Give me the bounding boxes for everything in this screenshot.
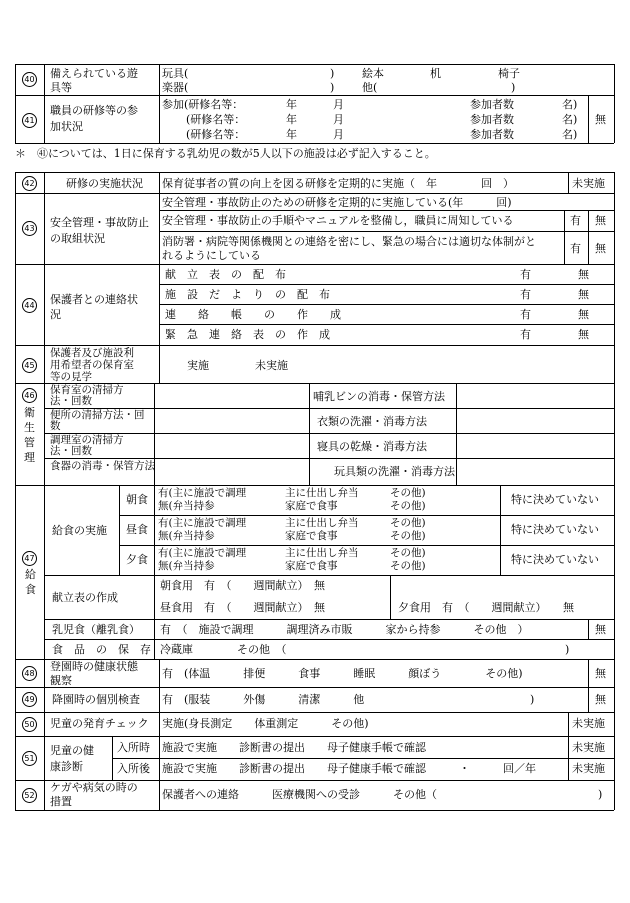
- row-text: れるようにしている: [162, 249, 261, 262]
- no-option[interactable]: 無: [578, 268, 589, 281]
- no-option[interactable]: 無: [578, 288, 589, 301]
- menu-dinner: 夕食用 有 （ 週間献立） 無: [398, 601, 574, 614]
- contact-item: 献 立 表 の 配 布: [165, 268, 286, 281]
- yes-option[interactable]: 有: [520, 328, 531, 341]
- growth-check-options: 実施(身長測定 体重測定 その他): [162, 717, 369, 730]
- row-text: 消防署・病院等関係機関との連絡を密にし、緊急の場合には適切な体制がと: [162, 235, 536, 248]
- hygiene-item: 哺乳ビンの消毒・保管方法: [313, 390, 445, 403]
- chair-label: 椅子: [498, 67, 520, 80]
- no-option[interactable]: 無: [595, 214, 606, 227]
- instrument-field-label: 楽器(: [162, 81, 189, 94]
- year-label: 年: [286, 113, 297, 126]
- meal-option[interactable]: その他): [390, 547, 426, 559]
- meal-option[interactable]: その他): [390, 530, 426, 542]
- row-label: 況: [50, 308, 61, 321]
- row-label: 乳児食（離乳食）: [52, 623, 140, 636]
- paren: ): [530, 693, 535, 706]
- row-label: 献立表の作成: [52, 591, 118, 604]
- yes-option[interactable]: 有: [520, 268, 531, 281]
- meal-option[interactable]: その他): [390, 560, 426, 572]
- row-label: 備えられている遊: [50, 67, 138, 80]
- month-label: 月: [333, 113, 344, 126]
- row-label: 児童の健: [50, 744, 94, 757]
- training-line: 参加(研修名等：: [162, 98, 244, 111]
- food-storage-options: 冷蔵庫 その他 （: [160, 643, 287, 656]
- sub-label: 入所時: [117, 741, 150, 754]
- paren: ): [330, 81, 335, 94]
- group-label: 管: [24, 436, 35, 449]
- group-label: 理: [24, 451, 35, 464]
- item-number-50: 50: [22, 717, 37, 732]
- meal-option[interactable]: 無(弁当持参: [158, 500, 215, 512]
- row-label: 食 品 の 保 存: [52, 643, 151, 656]
- meal-option[interactable]: 有(主に施設で調理: [158, 547, 247, 559]
- paren: ): [330, 67, 335, 80]
- yes-option[interactable]: 有: [520, 288, 531, 301]
- injury-measure-options: 保護者への連絡 医療機関への受診 その他（: [162, 788, 437, 801]
- yes-option[interactable]: 有: [570, 242, 581, 255]
- none-option[interactable]: 無: [595, 623, 606, 636]
- row-label: 用希望者の保育室: [50, 359, 134, 371]
- training-line: (研修名等：: [186, 113, 246, 126]
- book-label: 絵本: [362, 67, 384, 80]
- not-decided-option[interactable]: 特に決めていない: [511, 553, 599, 566]
- meal-option[interactable]: その他): [390, 517, 426, 529]
- item-number-45: 45: [22, 358, 37, 373]
- not-decided-option[interactable]: 特に決めていない: [511, 493, 599, 506]
- item-number-52: 52: [22, 788, 37, 803]
- group-label: 食: [25, 583, 36, 596]
- group-label: 給: [25, 568, 36, 581]
- meal-option[interactable]: 無(弁当持参: [158, 530, 215, 542]
- paren: ): [511, 81, 516, 94]
- hygiene-item: 寝具の乾燥・消毒方法: [317, 440, 427, 453]
- participants-label: 参加者数: [470, 128, 514, 141]
- row-label: 食器の消毒・保管方法: [50, 460, 155, 472]
- meal-option[interactable]: その他): [390, 487, 426, 499]
- month-label: 月: [333, 128, 344, 141]
- meal-name: 昼食: [126, 523, 148, 536]
- meal-option[interactable]: 家庭で食事: [285, 530, 338, 542]
- item-number-47: 47: [22, 551, 37, 566]
- row-label: 保護者及び施設利: [50, 347, 134, 359]
- not-implemented-option[interactable]: 未実施: [572, 741, 605, 754]
- no-option[interactable]: 無: [578, 308, 589, 321]
- item-number-51: 51: [22, 751, 37, 766]
- meal-option[interactable]: その他): [390, 500, 426, 512]
- meal-name: 朝食: [126, 493, 148, 506]
- row-label: 降園時の個別検査: [52, 693, 140, 706]
- row-label: 数: [50, 420, 61, 432]
- row-label: 児童の発育チェック: [50, 717, 149, 730]
- participants-label: 参加者数: [470, 98, 514, 111]
- not-implemented-option[interactable]: 未実施: [572, 717, 605, 730]
- row-label: 観察: [50, 674, 72, 687]
- row-label: 給食の実施: [52, 524, 107, 537]
- row-label: 保育室の清掃方: [50, 384, 124, 396]
- row-text: 安全管理・事故防止の手順やマニュアルを整備し，職員に周知している: [162, 214, 514, 227]
- participants-label: 参加者数: [470, 113, 514, 126]
- row-label: の取組状況: [50, 232, 105, 245]
- health-check-options: 有 (体温 排便 食事 睡眠 顔ぼう その他): [162, 667, 523, 680]
- row-label: ケガや病気の時の: [50, 781, 138, 794]
- none-option[interactable]: 無: [595, 693, 606, 706]
- baby-food-options: 有 （ 施設で調理 調理済み市販 家から持参 その他 ）: [160, 623, 529, 636]
- row-label: 安全管理・事故防止: [50, 216, 149, 229]
- meal-option[interactable]: 有(主に施設で調理: [158, 487, 247, 499]
- row-label: 登園時の健康状態: [50, 660, 138, 673]
- row-label: 康診断: [50, 760, 83, 773]
- meal-option[interactable]: 無(弁当持参: [158, 560, 215, 572]
- yes-option[interactable]: 有: [520, 308, 531, 321]
- row-label: 研修の実施状況: [66, 177, 143, 190]
- yes-option[interactable]: 有: [570, 214, 581, 227]
- contact-item: 緊 急 連 絡 表 の 作 成: [165, 328, 330, 341]
- checkup-options: 施設で実施 診断書の提出 母子健康手帳で確認 ・ 回／年: [162, 762, 536, 775]
- row-label: 保護者との連絡状: [50, 293, 138, 306]
- year-label: 年: [286, 128, 297, 141]
- paren: ): [598, 788, 603, 801]
- row-label: 等の見学: [50, 371, 92, 383]
- hygiene-item: 衣類の洗濯・消毒方法: [317, 415, 427, 428]
- other-field-label: 他(: [362, 81, 378, 94]
- none-option[interactable]: 無: [595, 113, 606, 126]
- row-label: 具等: [50, 81, 72, 94]
- desk-label: 机: [430, 67, 441, 80]
- contact-item: 連 絡 帳 の 作 成: [165, 308, 341, 321]
- meal-option[interactable]: 主に仕出し弁当: [285, 517, 359, 529]
- paren: ): [565, 643, 570, 656]
- meal-option[interactable]: 有(主に施設で調理: [158, 517, 247, 529]
- implemented-option[interactable]: 実施: [187, 359, 209, 372]
- not-implemented-option[interactable]: 未実施: [572, 177, 605, 190]
- row-label: 措置: [50, 795, 72, 808]
- pickup-check-options: 有 (服装 外傷 清潔 他: [162, 693, 365, 706]
- item-number-40: 40: [22, 72, 37, 87]
- row-label: 調理室の清掃方: [50, 434, 124, 446]
- meal-option[interactable]: 主に仕出し弁当: [285, 547, 359, 559]
- item-number-42: 42: [22, 176, 37, 191]
- meal-option[interactable]: 家庭で食事: [285, 500, 338, 512]
- year-label: 年: [286, 98, 297, 111]
- no-option[interactable]: 無: [595, 242, 606, 255]
- item-number-49: 49: [22, 692, 37, 707]
- group-label: 衛: [24, 406, 35, 419]
- hygiene-item: 玩具類の洗濯・消毒方法: [334, 465, 455, 478]
- no-option[interactable]: 無: [578, 328, 589, 341]
- row-label: 加状況: [50, 120, 83, 133]
- none-option[interactable]: 無: [595, 667, 606, 680]
- persons-label: 名): [562, 98, 578, 111]
- row-label: 法・回数: [50, 445, 92, 457]
- persons-label: 名): [562, 113, 578, 126]
- group-label: 生: [24, 421, 35, 434]
- contact-item: 施 設 だ よ り の 配 布: [165, 288, 330, 301]
- meal-option[interactable]: 主に仕出し弁当: [285, 487, 359, 499]
- item-number-43: 43: [22, 221, 37, 236]
- month-label: 月: [333, 98, 344, 111]
- training-line: (研修名等：: [186, 128, 246, 141]
- toy-field-label: 玩具(: [162, 67, 189, 80]
- sub-label: 入所後: [117, 762, 150, 775]
- menu-lunch: 昼食用 有 （ 週間献立） 無: [160, 601, 325, 614]
- item-number-46: 46: [22, 388, 37, 403]
- persons-label: 名): [562, 128, 578, 141]
- item-number-44: 44: [22, 298, 37, 313]
- row-text: 保育従事者の質の向上を図る研修を定期的に実施（ 年 回 ）: [162, 177, 514, 190]
- meal-name: 夕食: [126, 553, 148, 566]
- item-number-41: 41: [22, 113, 37, 128]
- row-label: 便所の清掃方法・回: [50, 409, 145, 421]
- row-text: 安全管理・事故防止のための研修を定期的に実施している(年 回): [162, 196, 512, 209]
- not-implemented-option[interactable]: 未実施: [572, 762, 605, 775]
- meal-option[interactable]: 家庭で食事: [285, 560, 338, 572]
- row-label: 職員の研修等の参: [50, 104, 138, 117]
- not-decided-option[interactable]: 特に決めていない: [511, 523, 599, 536]
- menu-breakfast: 朝食用 有 （ 週間献立） 無: [160, 579, 325, 592]
- checkup-options: 施設で実施 診断書の提出 母子健康手帳で確認: [162, 741, 426, 754]
- note-41: ＊ ㊶については、1日に保育する乳幼児の数が5人以下の施設は必ず記入すること。: [15, 147, 436, 160]
- row-label: 法・回数: [50, 395, 92, 407]
- not-implemented-option[interactable]: 未実施: [255, 359, 288, 372]
- item-number-48: 48: [22, 666, 37, 681]
